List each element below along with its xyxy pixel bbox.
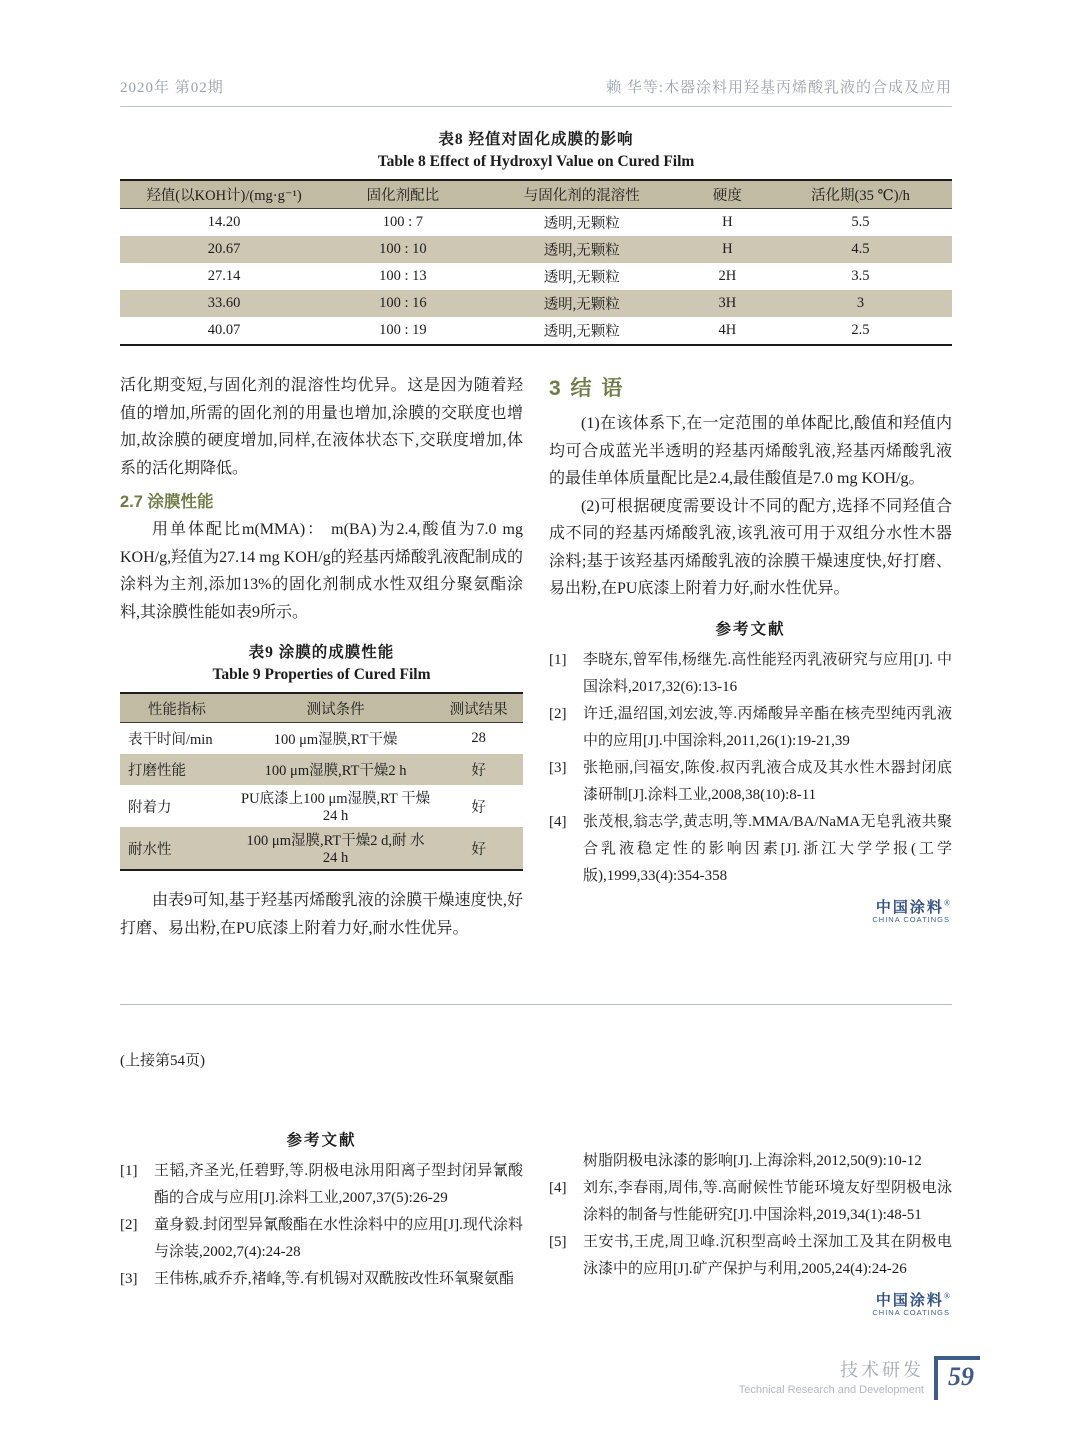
table-cell: 4H [718,322,737,338]
table-cell: 27.14 [207,268,241,284]
table-cell: 2.5 [851,322,870,338]
table-cell: 100 : 19 [379,322,427,338]
bottom-left-column [120,1114,523,1317]
right-column [549,372,952,942]
china-coatings-logo [549,896,952,924]
logo-text-zh: 中国涂料 [875,1293,944,1309]
table-cell: 100 : 7 [382,214,424,230]
reference-text: 张艳丽,闫福安,陈俊.叔丙乳液合成及其水性木器封闭底漆研制[J].涂料工业,2008,38(10):8-11 [583,759,952,803]
left-column [120,372,523,942]
table-cell: 4.5 [851,241,870,257]
table8-header-cell: 固化剂配比 [366,188,440,204]
reference-item [549,809,952,890]
reference-label: [3] [549,759,567,776]
table-row [120,317,952,344]
table-cell: 透明,无颗粒 [543,270,620,286]
table-cell: 100 μm湿膜,RT干燥 [273,732,398,748]
table8-title-en: Table 8 Effect of Hydroxyl Value on Cured Film [377,153,695,170]
table-cell: 透明,无颗粒 [543,243,620,259]
table-cell: PU底漆上100 μm湿膜,RT 干燥24 h [241,791,431,824]
body-paragraph: 活化期变短,与固化剂的混溶性均优异。这是因为随着羟值的增加,所需的固化剂的用量也增加,涂膜的交联度也增加,故涂膜的硬度增加,同样,在液体状态下,交联度增加,体系的活化期降低。 [120,377,523,477]
references-heading: 参考文献 [715,620,786,638]
logo-registered-mark: ® [943,1291,950,1301]
table-cell: 3.5 [851,268,870,284]
issue-label: 2020年 第02期 [120,80,224,96]
reference-continuation: 树脂阴极电泳漆的影响[J].上海涂料,2012,50(9):10-12 [583,1153,922,1169]
table-cell: 20.67 [207,241,241,257]
running-head [120,0,952,107]
table8-header-cell: 羟值(以KOH计)/(mg·g⁻¹) [146,188,302,204]
body-paragraph: (1)在该体系下,在一定范围的单体配比,酸值和羟值内均可合成蓝光半透明的羟基丙烯酸乳液,羟基丙烯酸乳液的最佳单体质量配比是2.4,最佳酸值是7.0 mg KOH/g。 [549,415,952,487]
logo-registered-mark: ® [943,898,950,908]
table-row [120,263,952,290]
reference-label: [2] [120,1217,138,1233]
footer-section-zh: 技术研发 [840,1360,924,1380]
reference-item [549,1229,952,1283]
reference-label: [4] [549,813,567,830]
reference-text: 刘东,李春雨,周伟,等.高耐候性节能环境友好型阴极电泳涂料的制备与性能研究[J].中国涂料,2019,34(1):48-51 [583,1180,952,1223]
table-cell: 3H [718,295,737,311]
section-divider [120,1004,952,1005]
reference-label: [2] [549,705,567,722]
table-cell: 14.20 [207,214,241,230]
reference-item [549,701,952,755]
page-footer [739,1356,980,1400]
reference-text: 张茂根,翁志学,黄志明,等.MMA/BA/NaMA无皂乳液共聚合乳液稳定性的影响因素[J].浙江大学学报(工学版),1999,33(4):354-358 [583,813,952,884]
table-cell: 耐水性 [128,841,172,858]
table8-header-cell: 硬度 [712,188,742,204]
running-title: 赖 华等:木器涂料用羟基丙烯酸乳液的合成及应用 [606,80,952,96]
page-number-box [934,1356,980,1400]
table8-title-zh: 表8 羟值对固化成膜的影响 [438,131,634,148]
reference-item [549,755,952,809]
table9-title-en: Table 9 Properties of Cured Film [212,666,431,683]
table8-header-cell: 与固化剂的混溶性 [523,188,640,204]
reference-item [120,1266,523,1293]
table-cell: 透明,无颗粒 [543,324,620,340]
table-cell: 透明,无颗粒 [543,216,620,232]
table-cell: 33.60 [207,295,241,311]
china-coatings-logo [549,1289,952,1317]
table-row [120,236,952,263]
reference-item [549,647,952,701]
logo-text-zh: 中国涂料 [875,899,944,916]
table-cell: 100 : 10 [379,241,427,257]
table8-section [120,127,952,346]
reference-label: [1] [120,1163,138,1179]
bottom-right-column [549,1114,952,1317]
table-row [120,209,952,236]
body-paragraph: 由表9可知,基于羟基丙烯酸乳液的涂膜干燥速度快,好打磨、易出粉,在PU底漆上附着力好,耐水性优异。 [120,892,523,937]
table9-header-cell: 性能指标 [147,701,206,718]
footer-section-en: Technical Research and Development [738,1384,924,1396]
reference-item [120,1158,523,1212]
table-cell: 100 μm湿膜,RT干燥2 h [264,763,407,779]
reference-item [120,1212,523,1266]
table-cell: H [722,241,733,257]
body-paragraph: (2)可根据硬度需要设计不同的配方,选择不同羟值合成不同的羟基丙烯酸乳液,该乳液可用于双组分水性木器涂料;基于该羟基丙烯酸乳液的涂膜干燥速度快,好打磨、易出粉,在PU底漆上附着力好,耐水性优异。 [549,497,952,597]
table8-header-row [120,181,952,209]
table9-title-zh: 表9 涂膜的成膜性能 [248,644,395,661]
reference-text: 王伟栋,戚乔乔,褚峰,等.有机锡对双酰胺改性环氧聚氨酯 [154,1271,515,1287]
table-cell: 100 : 16 [379,295,427,311]
table9-header-cell: 测试条件 [306,701,365,718]
reference-label: [5] [549,1234,567,1250]
table-row [120,785,523,827]
table-row [120,827,523,869]
table-cell: 2H [718,268,737,284]
table-cell: 表干时间/min [128,732,213,748]
table-cell: 透明,无颗粒 [543,297,620,313]
table-cell: 28 [471,730,486,746]
table9-header-row [120,694,523,723]
table-cell: 好 [471,799,486,816]
reference-text: 许迁,温绍国,刘宏波,等.丙烯酸异辛酯在核壳型纯丙乳液中的应用[J].中国涂料,2011,26(1):19-21,39 [583,705,952,749]
references-heading: 参考文献 [286,1132,357,1149]
logo-text-en: CHINA COATINGS [872,1308,950,1317]
table-cell: 3 [856,295,865,311]
table-cell: 打磨性能 [128,763,186,779]
reference-text: 童身毅.封闭型异氰酸酯在水性涂料中的应用[J].现代涂料与涂装,2002,7(4):24-28 [154,1217,523,1260]
table-cell: 40.07 [207,322,241,338]
reference-text: 李晓东,曾军伟,杨继先.高性能羟丙乳液研究与应用[J]. 中国涂料,2017,32(6):13-16 [583,651,952,695]
reference-label: [3] [120,1271,138,1287]
references-list [549,647,952,890]
reference-text: 王韬,齐圣光,任碧野,等.阴极电泳用阳离子型封闭异氰酸酯的合成与应用[J].涂料工业,2007,37(5):26-29 [154,1163,523,1206]
reference-text: 王安书,王虎,周卫峰.沉积型高岭土深加工及其在阴极电泳漆中的应用[J].矿产保护与利用,2005,24(4):24-26 [583,1234,952,1277]
table8 [120,179,952,346]
page-number: 59 [948,1362,974,1391]
table8-header-cell: 活化期(35 ℃)/h [811,188,910,204]
table-row [120,723,523,754]
table-cell: 好 [471,841,486,858]
table9-header-cell: 测试结果 [449,701,508,718]
table9-section [120,640,523,871]
reference-label: [1] [549,651,567,668]
logo-text-en: CHINA COATINGS [872,914,950,924]
table-cell: 附着力 [128,799,172,816]
table-cell: 100 μm湿膜,RT干燥2 d,耐 水24 h [246,833,425,866]
continuation-note: (上接第54页) [120,1053,205,1069]
table-cell: H [722,214,733,230]
table-cell: 5.5 [851,214,870,230]
table-cell: 好 [471,763,486,779]
table-cell: 100 : 13 [379,268,427,284]
reference-item [549,1175,952,1229]
table-row [120,290,952,317]
section-heading-3: 3 结 语 [549,377,625,400]
body-paragraph: 用单体配比m(MMA)： m(BA)为2.4,酸值为7.0 mg KOH/g,羟值为27.14 mg KOH/g的羟基丙烯酸乳液配制成的涂料为主剂,添加13%的固化剂制成水性双组分聚氨酯涂料,其涂膜性能如表9所示。 [120,521,523,621]
section-heading-2-7: 2.7 涂膜性能 [120,493,214,511]
table9 [120,692,523,871]
reference-label: [4] [549,1180,567,1196]
table-row [120,754,523,785]
